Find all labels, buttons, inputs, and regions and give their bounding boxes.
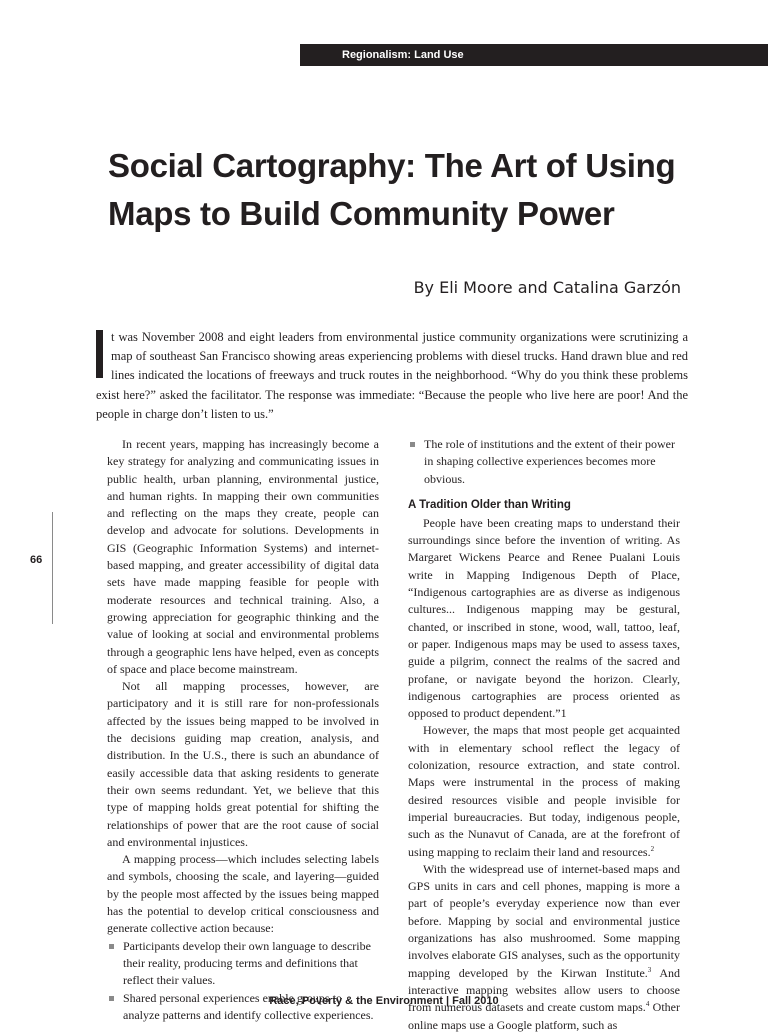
section-header-bar bbox=[300, 44, 768, 66]
article-title-line-1: Social Cartography: The Art of Using bbox=[108, 147, 676, 184]
footnote-marker: 4 bbox=[645, 1000, 650, 1009]
article-title-line-2: Maps to Build Community Power bbox=[108, 195, 615, 232]
page-number: 66 bbox=[30, 554, 43, 566]
body-paragraph bbox=[408, 722, 680, 860]
bullet-item: Participants develop their own language to describe their reality, producing terms and definitions that reflect their values. bbox=[107, 938, 379, 990]
section-heading: A Tradition Older than Writing bbox=[408, 498, 571, 511]
intro-text: t was November 2008 and eight leaders from environmental justice community organizations were scrutinizing a map of southeast San Francisco showing areas experiencing problems with diesel trucks. Hand drawn blue and red lines indicated the locations of freeways and truck routes in the neighborhood. “Why do you think these problems exist here?” asked the facilitator. The response was immediate: “Because the people who live here are poor! And the people in charge don’t listen to us.” bbox=[96, 330, 688, 421]
bullet-list bbox=[408, 436, 680, 488]
left-column bbox=[107, 436, 379, 1024]
margin-rule bbox=[52, 512, 53, 624]
bullet-item: The role of institutions and the extent of their power in shaping collective experiences becomes more obvious. bbox=[408, 436, 680, 488]
body-paragraph: Not all mapping processes, however, are participatory and it is still rare for non-professionals affected by the issues being mapped to be involved in the decisions guiding map creation, analysis, and distribution. In the U.S., there is such an abundance of easily accessible data that asking residents to generate their own seems redundant. Yet, we believe that this type of mapping holds great potential for shifting the relationships of power that are the root cause of social and environmental injustices. bbox=[107, 679, 379, 849]
body-paragraph: A mapping process—which includes selecting labels and symbols, choosing the scale, and layering—guided by the people most affected by the issues being mapped has the potential to develop critical consciousness and generate collective action because: bbox=[107, 852, 379, 936]
body-text: And interactive mapping websites allow users to choose from numerous datasets and create custom maps. bbox=[408, 965, 680, 1015]
body-text: With the widespread use of internet-based maps and GPS units in cars and cell phones, mapping is more a part of people’s everyday experience now than ever before. Mapping by social and environmental justice organizations has also mushroomed. Some mapping involves elaborate GIS analyses, such as the opportunity mapping developed by the Kirwan Institute. bbox=[408, 861, 680, 980]
right-column bbox=[408, 436, 680, 1034]
footnote-marker: 3 bbox=[647, 965, 652, 974]
body-text: However, the maps that most people get acquainted with in elementary school reflect the legacy of colonization, resource extraction, and state control. Maps were instrumental in the process of making desired resources visible and people invisible for imperial bureaucracies. But today, indigenous people, such as the Nunavut of Canada, are at the forefront of using mapping to reclaim their land and resources. bbox=[408, 723, 680, 859]
section-label: Regionalism: Land Use bbox=[342, 49, 464, 61]
body-text: Other online maps use a Google platform, such as bbox=[408, 1000, 681, 1032]
page-footer: Race, Poverty & the Environment | Fall 2010 bbox=[269, 995, 499, 1007]
body-paragraph: People have been creating maps to understand their surroundings since before the invention of writing. As Margaret Wickens Pearce and Renee Pualani Louis write in Mapping Indigenous Depth of Place, “Indigenous cartographies are as diverse as indigenous cultures... Indigenous mapping may be gestural, chanted, or inscribed in stone, wood, wall, tattoo, leaf, or paper. Indigenous maps may be used to assess taxes, guide a pilgrim, connect the realms of the sacred and profane, or navigate beyond the horizon. Clearly, indigenous cartographies are process oriented as opposed to product dependent.”1 bbox=[408, 515, 680, 721]
bullet-list bbox=[107, 938, 379, 1024]
article-title bbox=[108, 142, 708, 238]
intro-paragraph bbox=[96, 328, 688, 424]
footnote-marker: 2 bbox=[650, 844, 655, 853]
bullet-item: Shared personal experiences enable groups to analyze patterns and identify collective experiences. bbox=[107, 990, 379, 1025]
byline: By Eli Moore and Catalina Garzón bbox=[413, 278, 681, 297]
body-paragraph bbox=[408, 861, 680, 1034]
body-paragraph: In recent years, mapping has increasingly become a key strategy for analyzing and communicating issues in public health, urban planning, environmental justice, and human rights. In mapping their own communities and reflecting on the maps they create, people can develop and advocate for solutions. Developments in GIS (Geographic Information Systems) and internet-based mapping, and greater accessibility of digital data sets have made mapping feasible for people with moderate resources and technical training. Also, a growing appreciation for geographic thinking and the value of looking at social and environmental problems through a geographic lens have helped, even as concepts of space and place become mainstream. bbox=[107, 437, 379, 676]
drop-cap-bar bbox=[96, 330, 103, 378]
